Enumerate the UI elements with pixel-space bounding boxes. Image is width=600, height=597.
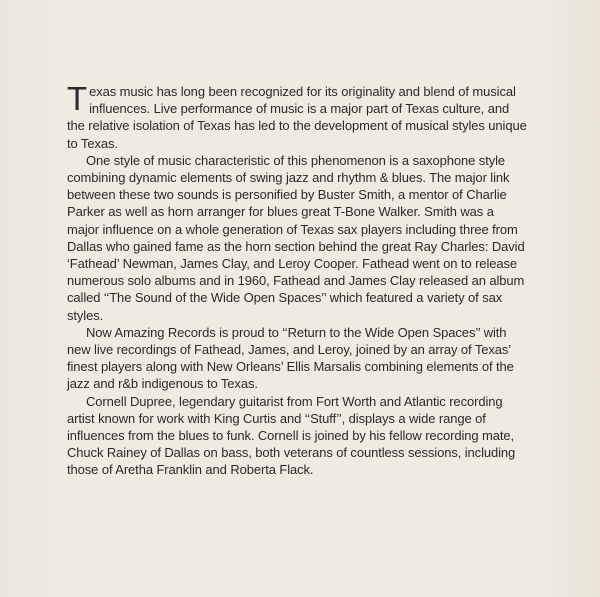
liner-notes-text — [67, 80, 527, 479]
paragraph-3: Now Amazing Records is proud to ‘‘Return to the Wide Open Spaces’’ with new live recordings of Fathead, James, and Leroy, joined by an array of Texas’ finest players along with New Orleans’ Ellis Marsalis combining elements of the jazz and r&b indigenous to Texas. — [67, 324, 514, 392]
paragraph-2: One style of music characteristic of this phenomenon is a saxophone style combining dynamic elements of swing jazz and rhythm & blues. The major link between these two sounds is personified by Buster Smith, a mentor of Charlie Parker as well as horn arranger for blues great T-Bone Walker. Smith was a major influence on a whole generation of Texas sax players including three from Dallas who gained fame as the horn section behind the great Ray Charles: David ‘Fathead’ Newman, James Clay, and Leroy Cooper. Fathead went on to release numerous solo albums and in 1960, Fathead and James Clay released an album called ‘‘The Sound of the Wide Open Spaces’’ which featured a variety of sax styles. — [67, 152, 525, 323]
drop-cap: T — [67, 80, 88, 117]
paragraph-1-text: exas music has long been recognized for its originality and blend of musical influences. Live performance of music is a major part of Texas culture, and the relative isolation of Texas has led to the development of musical styles unique to Texas. — [67, 84, 527, 151]
paragraph-1 — [67, 80, 527, 152]
paragraph-4: Cornell Dupree, legendary guitarist from Fort Worth and Atlantic recording artist known for work with King Curtis and ‘‘Stuff’’, displays a wide range of influences from the blues to funk. Cornell is joined by his fellow recording mate, Chuck Rainey of Dallas on bass, both veterans of countless sessions, including those of Aretha Franklin and Roberta Flack. — [67, 393, 516, 478]
